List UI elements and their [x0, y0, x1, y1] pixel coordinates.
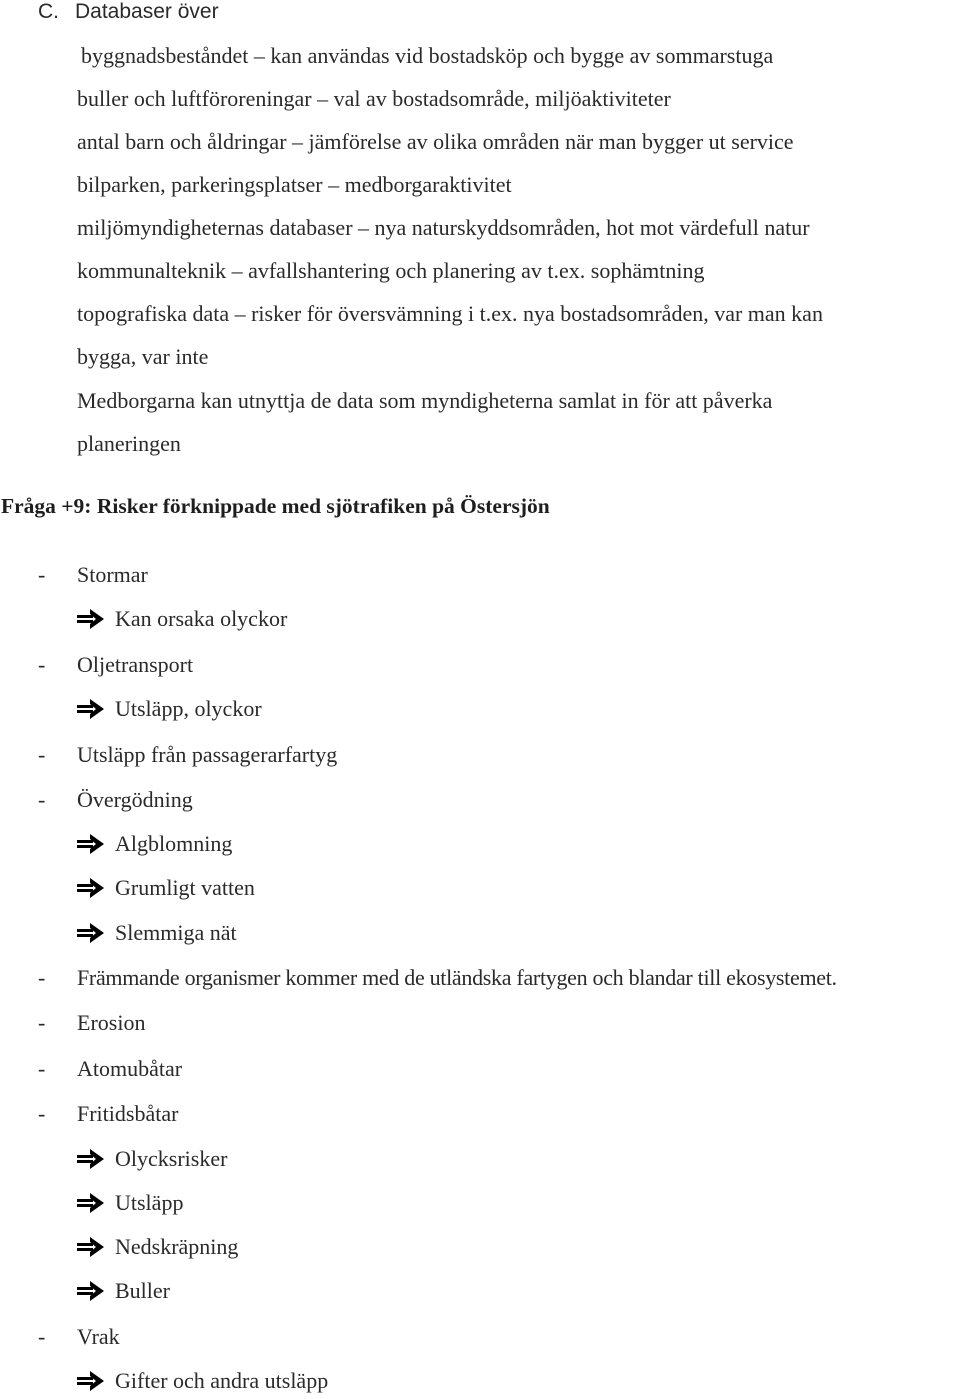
dash-item	[0, 789, 960, 815]
database-line: miljömyndigheternas databaser – nya naturskyddsområden, hot mot värdefull natur	[77, 215, 810, 240]
section-letter: C.	[38, 0, 59, 23]
database-line: antal barn och åldringar – jämförelse av olika områden när man bygger ut service	[77, 129, 794, 154]
risk-item: Främmande organismer kommer med de utländska fartygen och blandar till ekosystemet.	[77, 965, 837, 990]
arrow-right-icon	[77, 1237, 105, 1257]
consequence-item: Buller	[115, 1278, 170, 1303]
arrow-right-icon	[77, 609, 105, 629]
dash-item	[0, 1012, 960, 1038]
consequence-item: Kan orsaka olyckor	[115, 606, 288, 631]
arrow-item	[0, 877, 960, 903]
arrow-item	[0, 1280, 960, 1306]
arrow-right-icon	[77, 923, 105, 943]
dash-item	[0, 967, 960, 993]
risk-item: Utsläpp från passagerarfartyg	[77, 742, 338, 767]
risk-item: Vrak	[77, 1324, 120, 1349]
section-title: Databaser över	[75, 0, 219, 23]
arrow-item	[0, 1192, 960, 1218]
risk-item: Erosion	[77, 1010, 146, 1035]
dash-item	[0, 1103, 960, 1129]
consequence-item: Gifter och andra utsläpp	[115, 1368, 329, 1393]
consequence-item: Algblomning	[115, 831, 233, 856]
paragraph-line: Medborgarna kan utnyttja de data som myndigheterna samlat in för att påverka	[77, 388, 773, 413]
dash-marker: -	[38, 965, 46, 990]
arrow-item	[0, 922, 960, 948]
arrow-right-icon	[77, 699, 105, 719]
database-line: topografiska data – risker för översvämning i t.ex. nya bostadsområden, var man kan	[77, 301, 823, 326]
arrow-item	[0, 608, 960, 634]
consequence-item: Utsläpp, olyckor	[115, 696, 262, 721]
arrow-right-icon	[77, 1281, 105, 1301]
dash-marker: -	[38, 1010, 46, 1035]
section-heading	[38, 1, 219, 22]
arrow-right-icon	[77, 878, 105, 898]
arrow-item	[0, 1370, 960, 1396]
database-line: bilparken, parkeringsplatser – medborgaraktivitet	[77, 172, 512, 197]
arrow-item	[0, 1236, 960, 1262]
database-line: byggnadsbeståndet – kan användas vid bostadsköp och bygge av sommarstuga	[81, 43, 774, 68]
dash-item	[0, 1058, 960, 1084]
dash-marker: -	[38, 742, 46, 767]
dash-item	[0, 744, 960, 770]
consequence-item: Nedskräpning	[115, 1234, 239, 1259]
dash-marker: -	[38, 1324, 46, 1349]
database-line: buller och luftföroreningar – val av bostadsområde, miljöaktiviteter	[77, 86, 671, 111]
risk-item: Fritidsbåtar	[77, 1101, 179, 1126]
risk-item: Stormar	[77, 562, 148, 587]
database-line: bygga, var inte	[77, 344, 209, 369]
risk-item: Atomubåtar	[77, 1056, 183, 1081]
arrow-right-icon	[77, 834, 105, 854]
arrow-item	[0, 698, 960, 724]
dash-marker: -	[38, 1056, 46, 1081]
arrow-right-icon	[77, 1371, 105, 1391]
dash-item	[0, 1326, 960, 1352]
dash-item	[0, 654, 960, 680]
dash-item	[0, 564, 960, 590]
consequence-item: Grumligt vatten	[115, 875, 255, 900]
dash-marker: -	[38, 787, 46, 812]
dash-marker: -	[38, 652, 46, 677]
consequence-item: Slemmiga nät	[115, 920, 237, 945]
arrow-right-icon	[77, 1149, 105, 1169]
question-heading: Fråga +9: Risker förknippade med sjötrafiken på Östersjön	[1, 494, 550, 518]
risk-item: Oljetransport	[77, 652, 194, 677]
consequence-item: Utsläpp	[115, 1190, 184, 1215]
arrow-right-icon	[77, 1193, 105, 1213]
dash-marker: -	[38, 562, 46, 587]
consequence-item: Olycksrisker	[115, 1146, 228, 1171]
paragraph-line: planeringen	[77, 431, 181, 456]
risk-item: Övergödning	[77, 787, 193, 812]
arrow-item	[0, 833, 960, 859]
database-line: kommunalteknik – avfallshantering och planering av t.ex. sophämtning	[77, 258, 705, 283]
dash-marker: -	[38, 1101, 46, 1126]
arrow-item	[0, 1148, 960, 1174]
